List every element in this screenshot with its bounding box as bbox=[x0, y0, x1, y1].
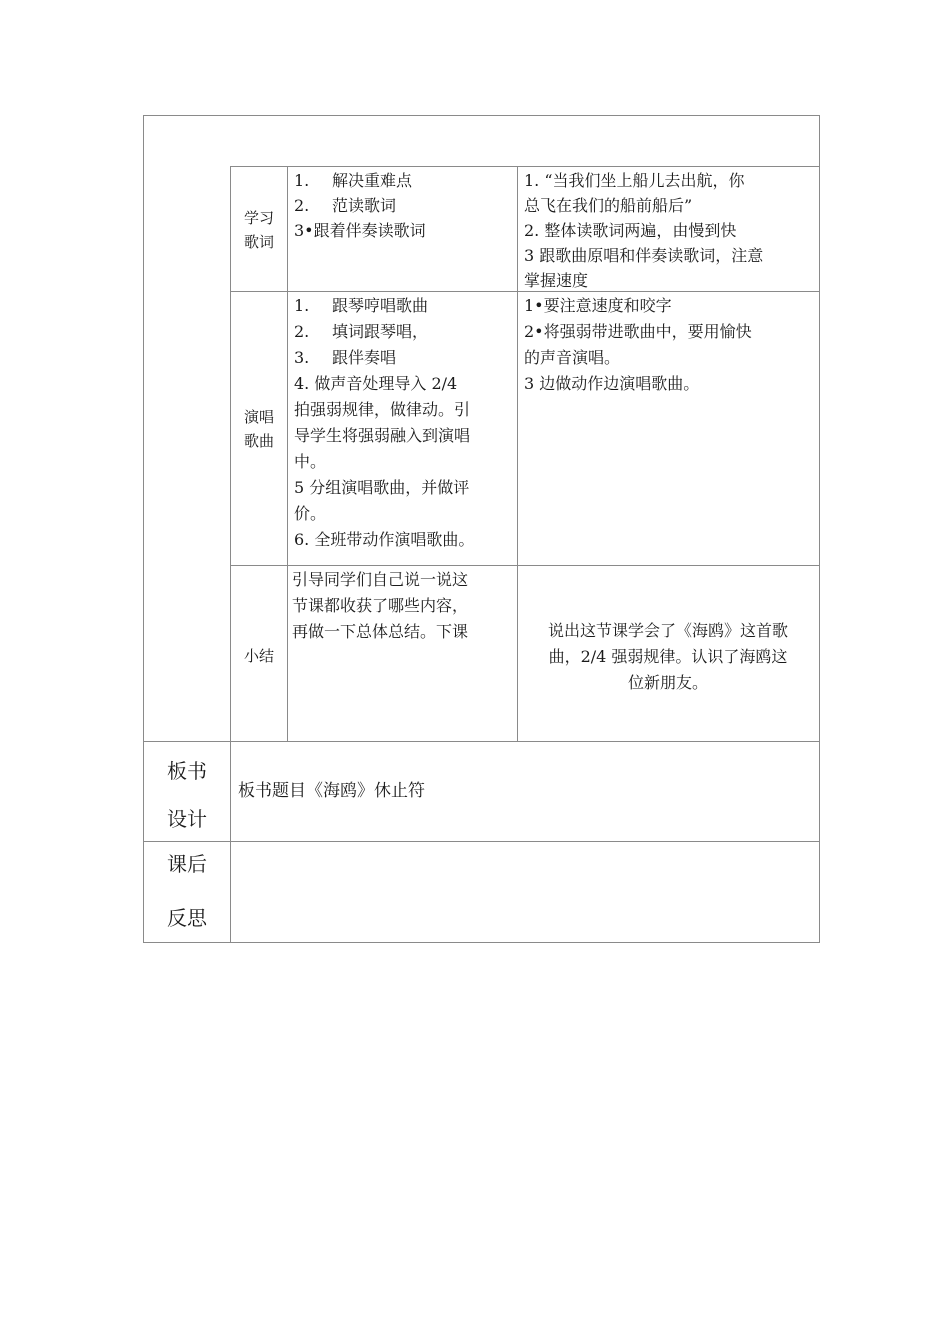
col-divider-student bbox=[517, 166, 518, 742]
summary-teacher-text: 引导同学们自己说一说这 节课都收获了哪些内容， 再做一下总体总结。下课 bbox=[292, 570, 469, 641]
row-divider-sing-top bbox=[230, 291, 820, 292]
table-border-bottom bbox=[143, 942, 820, 943]
list-item: 2. 范读歌词 bbox=[294, 196, 397, 215]
col-divider-teacher bbox=[287, 166, 288, 742]
reflection-label: 课后 反思 bbox=[167, 852, 207, 930]
summary-label: 小结 bbox=[243, 647, 274, 665]
board-design-content: 板书题目《海鸥》休止符 bbox=[238, 781, 425, 801]
study-lyrics-student-steps: 1. “当我们坐上船儿去出航，你 总飞在我们的船前船后” 2. 整体读歌词两遍，由慢到快 3 跟歌曲原唱和伴奏读歌词，注意 掌握速度 bbox=[524, 171, 764, 288]
reflection-content[interactable] bbox=[238, 860, 808, 930]
summary-student-text: 说出这节课学会了《海鸥》这首歌 曲，2/4 强弱规律。认识了海鸥这 位新朋友。 bbox=[547, 621, 788, 692]
list-item: 3. 跟伴奏唱 bbox=[294, 348, 397, 367]
board-design-label: 板书 设计 bbox=[167, 759, 207, 831]
table-border-top bbox=[143, 115, 820, 116]
sing-song-teacher-steps: 1. 跟琴哼唱歌曲 2. 填词跟琴唱， 3. 跟伴奏唱 4. 做声音处理导入 2/4 拍强弱规律，做律动。引 导学生将强弱融入到演唱 中。 5 分组演唱歌曲，并做评 价。 6. 全班带动作演唱歌曲。 bbox=[294, 293, 514, 553]
row-divider-study-top bbox=[230, 166, 820, 167]
study-lyrics-teacher-steps bbox=[294, 168, 514, 243]
table-border-right bbox=[819, 115, 820, 943]
list-item: 2. 填词跟琴唱， bbox=[294, 322, 429, 341]
sing-song-student-steps: 1•要注意速度和咬字 2•将强弱带进歌曲中，要用愉快 的声音演唱。 3 边做动作边演唱歌曲。 bbox=[524, 296, 752, 393]
list-item: 3•跟着伴奏读歌词 bbox=[294, 221, 426, 240]
study-lyrics-label: 学习 歌词 bbox=[243, 209, 274, 251]
list-item: 1. 跟琴哼唱歌曲 bbox=[294, 296, 429, 315]
list-item: 1. 解决重难点 bbox=[294, 171, 413, 190]
row-divider-summary-top bbox=[230, 565, 820, 566]
col-divider-label bbox=[230, 166, 231, 943]
row-divider-board-top bbox=[143, 741, 820, 742]
row-divider-reflection-top bbox=[143, 841, 820, 842]
sing-song-label: 演唱 歌曲 bbox=[243, 408, 274, 450]
